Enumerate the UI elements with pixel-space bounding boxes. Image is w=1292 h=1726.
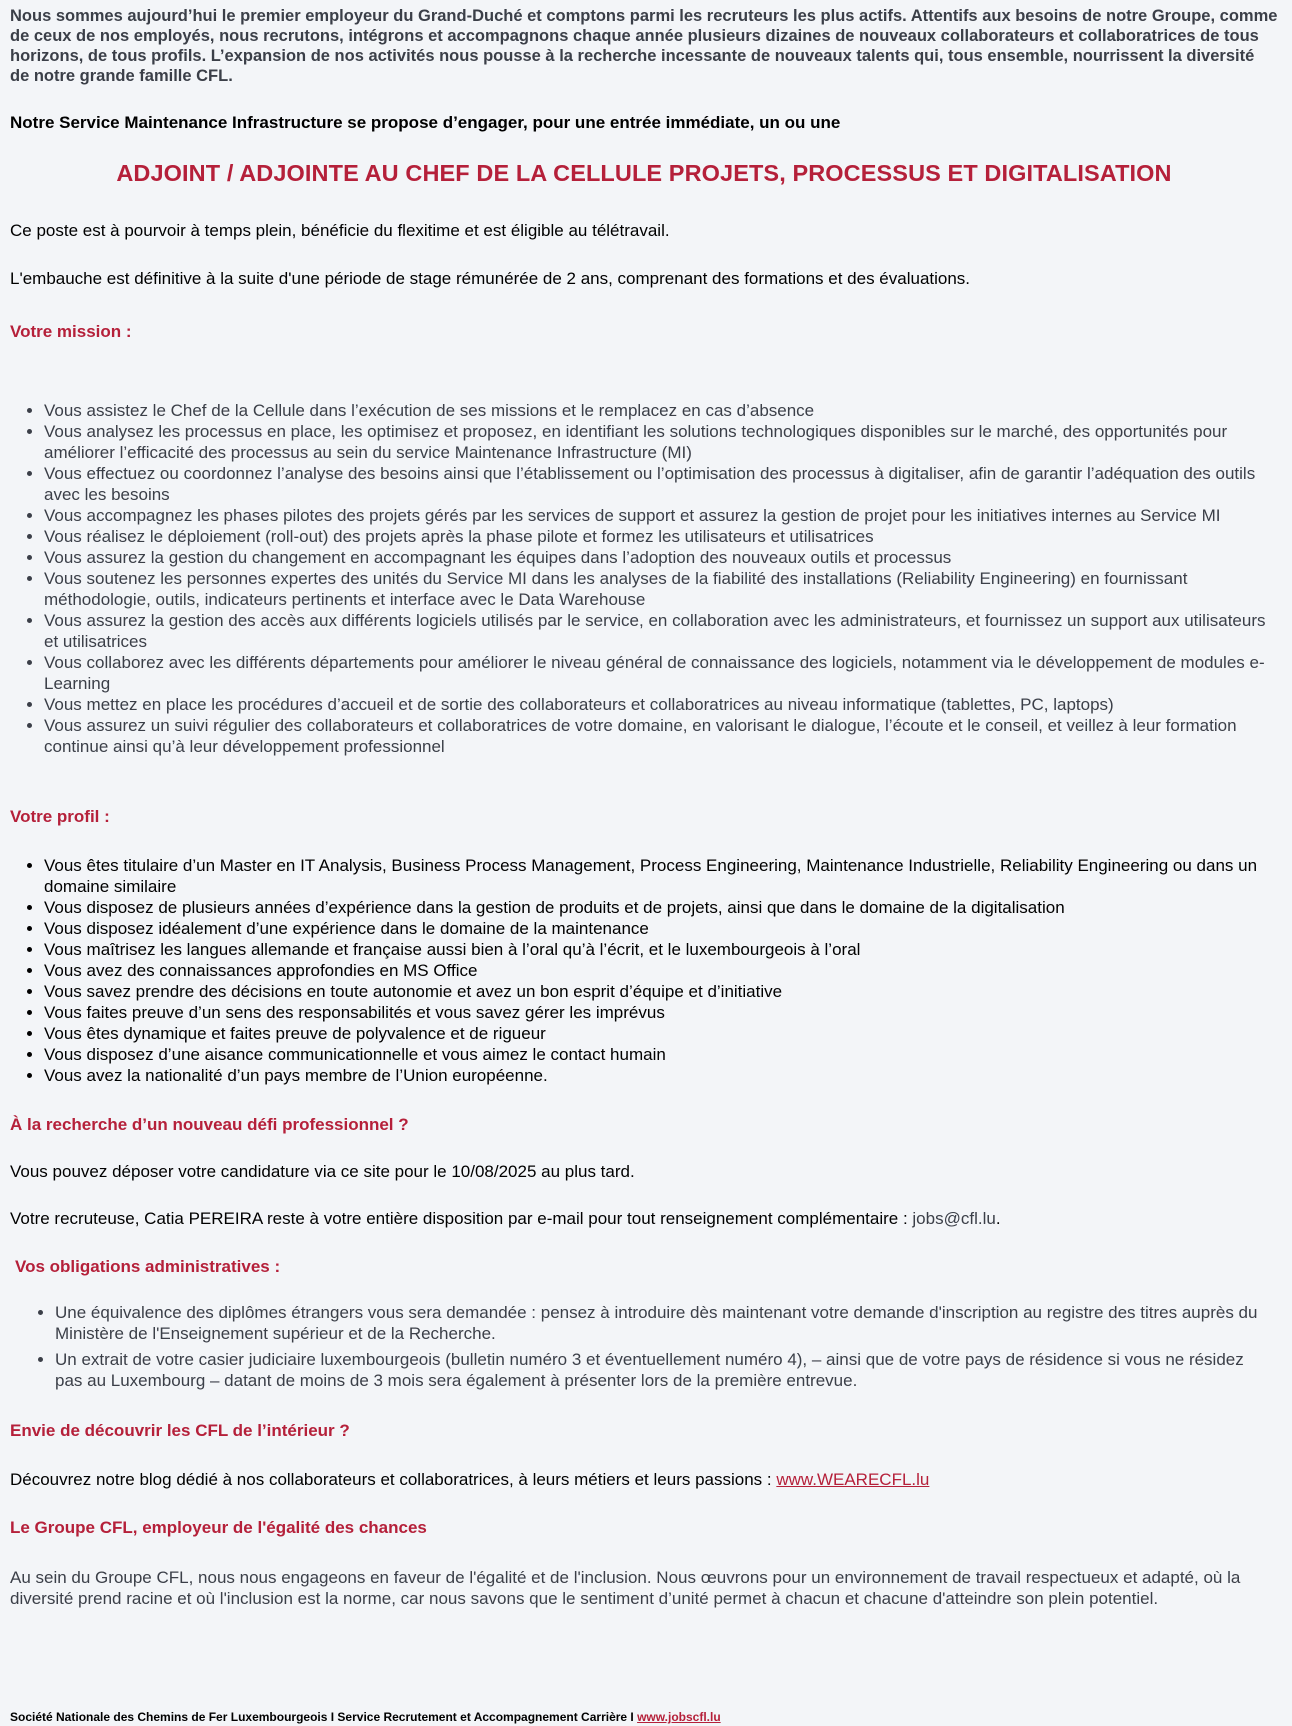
profile-item: • Vous maîtrisez les langues allemande et française aussi bien à l’oral qu’à l’écrit, et le luxembourgeois à l’oral: [44, 939, 1270, 960]
mission-item: • Vous collaborez avec les différents départements pour améliorer le niveau général de connaissance des logiciels, notamment via le développement de modules e-Learning: [44, 652, 1270, 694]
profile-item: • Vous savez prendre des décisions en toute autonomie et avez un bon esprit d’équipe et d’initiative: [44, 981, 1270, 1002]
mission-item: • Vous soutenez les personnes expertes des unités du Service MI dans les analyses de la fiabilité des installations (Reliability Engineering) en fournissant méthodologie, outils, indicateurs pertinents et interface avec le Data Warehouse: [44, 568, 1270, 610]
wearecfl-link[interactable]: www.WEARECFL.lu: [776, 1470, 930, 1489]
mission-item: • Vous assurez la gestion des accès aux différents logiciels utilisés par le service, en collaboration avec les administrateurs, et fournissez un support aux utilisateurs et utilisatrices: [44, 610, 1270, 652]
mission-item: • Vous assurez la gestion du changement en accompagnant les équipes dans l’adoption des nouveaux outils et processus: [44, 547, 1270, 568]
mission-item: • Vous mettez en place les procédures d’accueil et de sortie des collaborateurs et collaboratrices au niveau informatique (tablettes, PC, laptops): [44, 694, 1270, 715]
job-title: ADJOINT / ADJOINTE AU CHEF DE LA CELLULE PROJETS, PROCESSUS ET DIGITALISATION: [116, 160, 1172, 186]
jobscfl-link[interactable]: www.jobscfl.lu: [637, 1710, 721, 1724]
mission-item: • Vous effectuez ou coordonnez l’analyse des besoins ainsi que l’établissement ou l’optimisation des processus à digitaliser, afin de garantir l’adéquation des outils avec les besoins: [44, 463, 1270, 505]
mission-item: • Vous accompagnez les phases pilotes des projets gérés par les services de support et assurez la gestion de projet pour les initiatives internes au Service MI: [44, 505, 1270, 526]
lead-sentence: Notre Service Maintenance Infrastructure se propose d’engager, pour une entrée immédiate, un ou une: [10, 113, 841, 132]
profile-item: • Vous avez des connaissances approfondies en MS Office: [44, 960, 1270, 981]
footer: [10, 1710, 721, 1724]
profile-item: • Vous disposez d’une aisance communicationnelle et vous aimez le contact humain: [44, 1044, 1270, 1065]
recruiter-email-suffix: .: [995, 1209, 1001, 1228]
profile-item: • Vous disposez idéalement d’une expérience dans le domaine de la maintenance: [44, 918, 1270, 939]
mission-item: • Vous assurez un suivi régulier des collaborateurs et collaboratrices de votre domaine, en valorisant le dialogue, l’écoute et le conseil, et veillez à leur formation continue ainsi qu’à leur développement professionnel: [44, 715, 1270, 757]
challenge-heading: À la recherche d’un nouveau défi professionnel ?: [10, 1115, 409, 1134]
intro-paragraph: Nous sommes aujourd’hui le premier employeur du Grand-Duché et comptons parmi les recruteurs les plus actifs. Attentifs aux besoins de notre Groupe, comme de ceux de nos employés, nous recrutons, intégrons et accompagnons chaque année plusieurs dizaines de nouveaux collaborateurs et collaboratrices de tous horizons, de tous profils. L’expansion de nos activités nous pousse à la recherche incessante de nouveaux talents qui, tous ensemble, nourrissent la diversité de notre grande famille CFL.: [10, 7, 1278, 85]
obligations-list: [10, 1302, 1270, 1396]
recruiter-email[interactable]: jobs@cfl.lu: [912, 1209, 996, 1228]
mission-list: [10, 400, 1270, 757]
obligations-heading: Vos obligations administratives :: [15, 1257, 281, 1276]
condition-fulltime: Ce poste est à pourvoir à temps plein, bénéficie du flexitime et est éligible au télétravail.: [10, 221, 670, 240]
apply-deadline-text: Vous pouvez déposer votre candidature via ce site pour le 10/08/2025 au plus tard.: [10, 1162, 635, 1181]
profile-item: • Vous disposez de plusieurs années d’expérience dans la gestion de produits et de projets, ainsi que dans le domaine de la digitalisation: [44, 897, 1270, 918]
profile-item: • Vous faites preuve d’un sens des responsabilités et vous savez gérer les imprévus: [44, 1002, 1270, 1023]
recruiter-contact: [10, 1208, 1001, 1229]
obligation-item: • Une équivalence des diplômes étrangers vous sera demandée : pensez à introduire dès maintenant votre demande d'inscription au registre des titres auprès du Ministère de l'Enseignement supérieur et de la Recherche.: [55, 1302, 1270, 1344]
profile-item: • Vous êtes titulaire d’un Master en IT Analysis, Business Process Management, Process Engineering, Maintenance Industrielle, Reliability Engineering ou dans un domaine similaire: [44, 855, 1270, 897]
mission-item: • Vous réalisez le déploiement (roll-out) des projets après la phase pilote et formez les utilisateurs et utilisatrices: [44, 526, 1270, 547]
discover-heading: Envie de découvrir les CFL de l’intérieur ?: [10, 1421, 350, 1440]
profile-item: • Vous avez la nationalité d’un pays membre de l’Union européenne.: [44, 1065, 1270, 1086]
condition-trial-period: L'embauche est définitive à la suite d'une période de stage rémunérée de 2 ans, comprenant des formations et des évaluations.: [10, 269, 971, 288]
discover-blog: [10, 1469, 929, 1490]
equality-heading: Le Groupe CFL, employeur de l'égalité des chances: [10, 1518, 427, 1537]
mission-item: • Vous analysez les processus en place, les optimisez et proposez, en identifiant les solutions technologiques disponibles sur le marché, des opportunités pour améliorer l’efficacité des processus au sein du service Maintenance Infrastructure (MI): [44, 421, 1270, 463]
mission-heading: Votre mission :: [10, 322, 132, 341]
profile-item: • Vous êtes dynamique et faites preuve de polyvalence et de rigueur: [44, 1023, 1270, 1044]
mission-item: • Vous assistez le Chef de la Cellule dans l’exécution de ses missions et le remplacez en cas d’absence: [44, 400, 1270, 421]
equality-text: Au sein du Groupe CFL, nous nous engageons en faveur de l'égalité et de l'inclusion. Nous œuvrons pour un environnement de travail respectueux et adapté, où la diversité prend racine et où l'inclusion est la norme, car nous savons que le sentiment d’unité permet à chacun et chacune d'atteindre son plein potentiel.: [10, 1568, 1241, 1608]
profile-list: [10, 855, 1270, 1086]
recruiter-text: Votre recruteuse, Catia PEREIRA reste à votre entière disposition par e-mail pour tout renseignement complémentaire :: [10, 1209, 913, 1228]
footer-text: Société Nationale des Chemins de Fer Luxembourgeois I Service Recrutement et Accompagnement Carrière I: [10, 1710, 638, 1724]
profile-heading: Votre profil :: [10, 807, 110, 826]
obligation-item: • Un extrait de votre casier judiciaire luxembourgeois (bulletin numéro 3 et éventuellement numéro 4), – ainsi que de votre pays de résidence si vous ne résidez pas au Luxembourg – datant de moins de 3 mois sera également à présenter lors de la première entrevue.: [55, 1349, 1270, 1391]
discover-text: Découvrez notre blog dédié à nos collaborateurs et collaboratrices, à leurs métiers et leurs passions :: [10, 1470, 777, 1489]
